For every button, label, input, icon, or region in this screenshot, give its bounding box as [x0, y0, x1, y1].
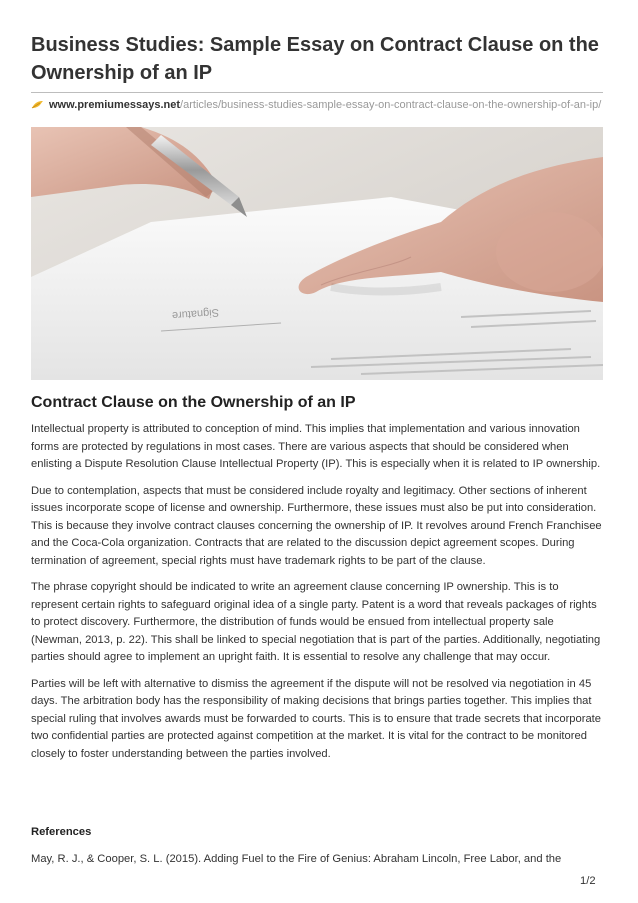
reference-item: May, R. J., & Cooper, S. L. (2015). Adding Fuel to the Fire of Genius: Abraham Lincoln, Free Labor, and the [31, 853, 562, 865]
paragraph: Due to contemplation, aspects that must be considered include royalty and legitimacy. Other sections of inherent issues incorporate scope of license and ownership. Furthermore, these issues must also be put into consideration. This is because they involve contract clauses concerning the ownership of IP. It revolves around French Franchisee and the Coca-Cola organization. Contracts that are related to the discussion depict agreement scopes. During termination of agreement, special rights must have trademark rights to be part of the clause. [31, 484, 602, 567]
paragraph: The phrase copyright should be indicated to write an agreement clause concerning IP ownership. This is to represent certain rights to safeguard original idea of a single party. Patent is a word that reveals packages of rights to protect discovery. Furthermore, the distribution of funds would be ensued from intellectual property sale (Newman, 2013, p. 22). This shall be linked to special negotiation that is part of the parties. Additionally, negotiating parties should agree to implement an upright faith. It is essential to resolve any challenge that may occur. [31, 581, 601, 663]
document-title: Business Studies: Sample Essay on Contract Clause on the Ownership of an IP [31, 34, 599, 84]
source-domain: www.premiumessays.net [49, 99, 181, 111]
page-number: 1/2 [580, 875, 596, 887]
hero-image [31, 127, 603, 380]
essay-body [31, 421, 607, 772]
feather-logo-icon [31, 98, 44, 107]
signature-label: Signature [171, 306, 220, 322]
references-heading: References [31, 826, 92, 838]
title-divider [31, 92, 603, 93]
source-link[interactable] [49, 99, 601, 111]
source-line [31, 97, 603, 114]
source-path: /articles/business-studies-sample-essay-on-contract-clause-on-the-ownership-of-an-ip/ [180, 99, 602, 111]
paragraph: Parties will be left with alternative to dismiss the agreement if the dispute will not be resolved via negotiation in 45 days. The arbitration body has the responsibility of making decisions that brings parties together. This implies that special ruling that involves awards must be forwarded to courts. This is to ensure that trade secrets that incorporate two confidential parties are protected against competition at the market. It is vital for the contract to be monitored closely to foster understanding between the parties involved. [31, 677, 602, 760]
section-heading: Contract Clause on the Ownership of an IP [31, 394, 356, 411]
paragraph: Intellectual property is attributed to conception of mind. This implies that implementation and various innovation forms are protected by regulations in most cases. There are various aspects that should be considered when enlisting a Dispute Resolution Clause Intellectual Property (IP). This is especially when it is related to IP ownership. [31, 423, 601, 470]
